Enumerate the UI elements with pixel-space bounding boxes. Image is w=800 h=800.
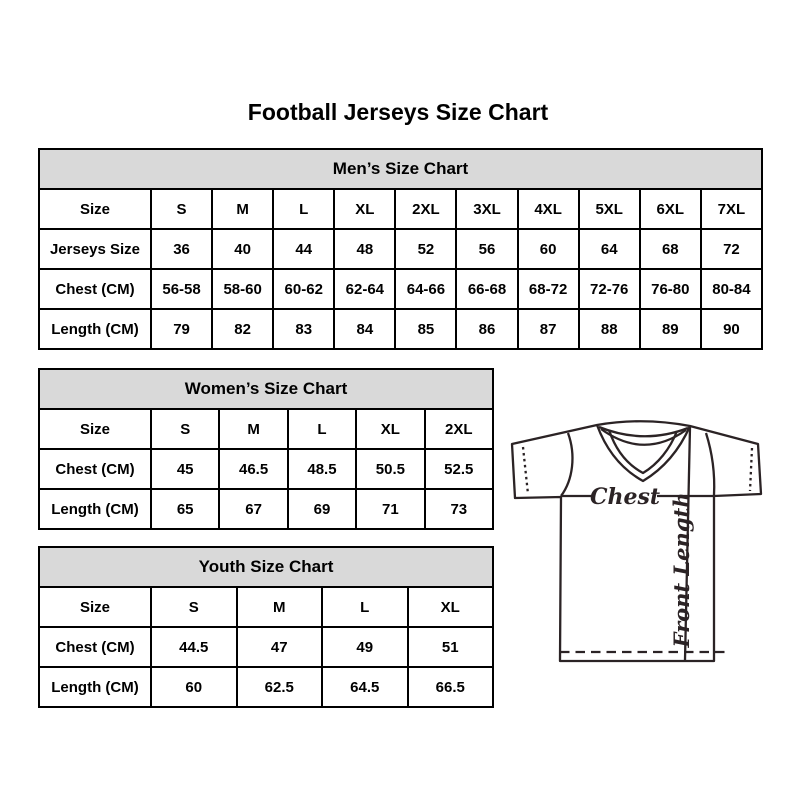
- table-title-row: [39, 547, 493, 587]
- table-title-row: [39, 369, 493, 409]
- value-cell: 69: [288, 489, 356, 529]
- value-cell: 36: [151, 229, 212, 269]
- row-header-cell: Length (CM): [39, 667, 151, 707]
- row-header-cell: Size: [39, 189, 151, 229]
- value-cell: 48: [334, 229, 395, 269]
- value-cell: 4XL: [518, 189, 579, 229]
- row-header-cell: Size: [39, 587, 151, 627]
- value-cell: 66.5: [408, 667, 494, 707]
- value-cell: L: [273, 189, 334, 229]
- value-cell: 3XL: [456, 189, 517, 229]
- value-cell: 48.5: [288, 449, 356, 489]
- value-cell: 44.5: [151, 627, 237, 667]
- table-row: [39, 489, 493, 529]
- value-cell: 71: [356, 489, 424, 529]
- value-cell: 47: [237, 627, 323, 667]
- value-cell: 49: [322, 627, 408, 667]
- row-header-cell: Length (CM): [39, 309, 151, 349]
- value-cell: L: [288, 409, 356, 449]
- table-title: Youth Size Chart: [39, 547, 493, 587]
- table-row: [39, 229, 762, 269]
- value-cell: M: [219, 409, 287, 449]
- youth-size-table: [38, 546, 494, 708]
- value-cell: 45: [151, 449, 219, 489]
- value-cell: 56-58: [151, 269, 212, 309]
- row-header-cell: Chest (CM): [39, 449, 151, 489]
- value-cell: 84: [334, 309, 395, 349]
- row-header-cell: Length (CM): [39, 489, 151, 529]
- value-cell: 86: [456, 309, 517, 349]
- value-cell: 52.5: [425, 449, 493, 489]
- table-row: [39, 587, 493, 627]
- table-row: [39, 667, 493, 707]
- table-title: Women’s Size Chart: [39, 369, 493, 409]
- table-title: Men’s Size Chart: [39, 149, 762, 189]
- value-cell: 58-60: [212, 269, 273, 309]
- row-header-cell: Jerseys Size: [39, 229, 151, 269]
- value-cell: 72: [701, 229, 762, 269]
- value-cell: 7XL: [701, 189, 762, 229]
- value-cell: S: [151, 409, 219, 449]
- row-header-cell: Chest (CM): [39, 269, 151, 309]
- table-row: [39, 449, 493, 489]
- value-cell: 89: [640, 309, 701, 349]
- value-cell: S: [151, 189, 212, 229]
- table-title-row: [39, 149, 762, 189]
- value-cell: 67: [219, 489, 287, 529]
- value-cell: 62-64: [334, 269, 395, 309]
- jersey-outline: [512, 421, 761, 661]
- mens-size-table: [38, 148, 763, 350]
- table-row: [39, 309, 762, 349]
- value-cell: M: [212, 189, 273, 229]
- jersey-illustration: [502, 400, 774, 672]
- row-header-cell: Chest (CM): [39, 627, 151, 667]
- value-cell: 5XL: [579, 189, 640, 229]
- chest-label: Chest: [589, 484, 661, 510]
- value-cell: 66-68: [456, 269, 517, 309]
- value-cell: 60-62: [273, 269, 334, 309]
- value-cell: 79: [151, 309, 212, 349]
- table-row: [39, 627, 493, 667]
- value-cell: XL: [408, 587, 494, 627]
- jersey-measurement-diagram: [502, 400, 774, 672]
- value-cell: 90: [701, 309, 762, 349]
- value-cell: 68-72: [518, 269, 579, 309]
- row-header-cell: Size: [39, 409, 151, 449]
- value-cell: L: [322, 587, 408, 627]
- value-cell: 2XL: [395, 189, 456, 229]
- value-cell: 6XL: [640, 189, 701, 229]
- value-cell: 68: [640, 229, 701, 269]
- value-cell: 2XL: [425, 409, 493, 449]
- value-cell: 87: [518, 309, 579, 349]
- value-cell: 73: [425, 489, 493, 529]
- value-cell: 82: [212, 309, 273, 349]
- value-cell: 60: [518, 229, 579, 269]
- value-cell: 64.5: [322, 667, 408, 707]
- table-row: [39, 409, 493, 449]
- value-cell: XL: [356, 409, 424, 449]
- value-cell: 62.5: [237, 667, 323, 707]
- value-cell: 85: [395, 309, 456, 349]
- value-cell: 60: [151, 667, 237, 707]
- value-cell: 64: [579, 229, 640, 269]
- value-cell: 51: [408, 627, 494, 667]
- value-cell: 80-84: [701, 269, 762, 309]
- value-cell: 40: [212, 229, 273, 269]
- value-cell: 50.5: [356, 449, 424, 489]
- value-cell: 76-80: [640, 269, 701, 309]
- value-cell: 64-66: [395, 269, 456, 309]
- womens-size-table: [38, 368, 494, 530]
- value-cell: 83: [273, 309, 334, 349]
- value-cell: 44: [273, 229, 334, 269]
- value-cell: 56: [456, 229, 517, 269]
- table-row: [39, 269, 762, 309]
- table-row: [39, 189, 762, 229]
- value-cell: M: [237, 587, 323, 627]
- value-cell: 88: [579, 309, 640, 349]
- value-cell: 46.5: [219, 449, 287, 489]
- value-cell: XL: [334, 189, 395, 229]
- value-cell: 72-76: [579, 269, 640, 309]
- front-length-label: Front Length: [669, 492, 694, 648]
- value-cell: S: [151, 587, 237, 627]
- value-cell: 52: [395, 229, 456, 269]
- value-cell: 65: [151, 489, 219, 529]
- page-title: Football Jerseys Size Chart: [247, 99, 549, 125]
